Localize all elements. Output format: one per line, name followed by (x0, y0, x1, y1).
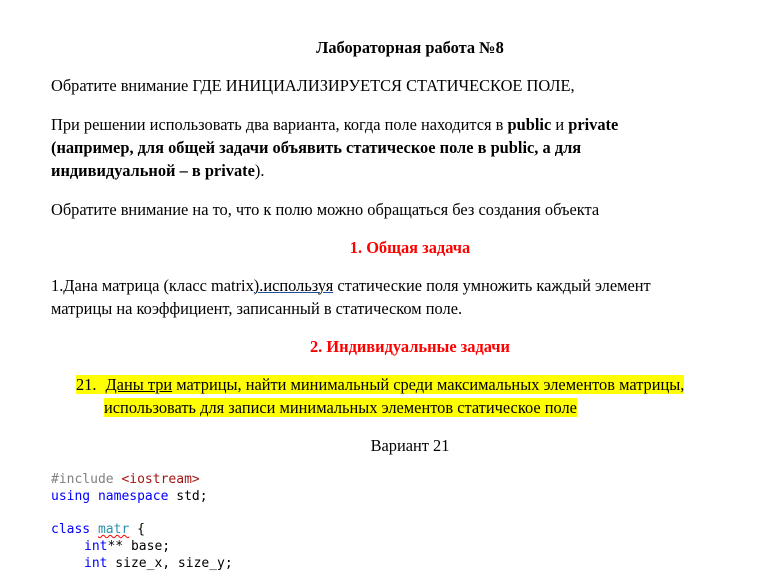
paragraph-variants-line1 (51, 113, 618, 136)
underlined-text: Даны три (105, 375, 173, 394)
public-keyword: public (507, 115, 552, 134)
code-token: int (84, 556, 108, 571)
note-access-without-object: Обратите внимание на то, что к полю можно обращаться без создания объекта (51, 200, 600, 219)
code-token: using (51, 489, 91, 504)
code-token: <iostream> (121, 472, 200, 487)
text: индивидуальной – в private (51, 161, 255, 180)
text (97, 375, 685, 394)
text: ). (254, 161, 265, 180)
variant-label: Вариант 21 (370, 436, 450, 455)
paragraph-variants-line3 (51, 159, 264, 182)
code-line-size (84, 556, 233, 573)
text: матрицы, найти минимальный среди максимальных элементов матрицы, (172, 375, 685, 394)
task-number: 21. (76, 375, 97, 394)
code-token: namespace (97, 489, 169, 504)
note-static-field: Обратите внимание ГДЕ ИНИЦИАЛИЗИРУЕТСЯ СТАТИЧЕСКОЕ ПОЛЕ, (51, 76, 575, 95)
text: статические поля умножить каждый элемент (333, 276, 651, 295)
task1-line1 (51, 274, 651, 297)
document-title: Лабораторная работа №8 (316, 38, 504, 57)
code-line-include (51, 472, 200, 489)
code-token: ** base; (107, 539, 171, 554)
code-line-base (84, 539, 170, 556)
code-line-using (51, 489, 208, 506)
text: При решении использовать два варианта, когда поле находится в (51, 115, 508, 134)
code-token: { (129, 522, 145, 537)
code-token: #include (51, 472, 114, 487)
private-keyword: private (568, 115, 619, 134)
code-token: class (51, 522, 91, 537)
text: использовать для записи минимальных элементов статическое поле (104, 398, 577, 417)
code-token: std; (168, 489, 208, 504)
code-line-class (51, 522, 145, 539)
task21-line1 (76, 373, 684, 396)
section-heading-individual: 2. Индивидуальные задачи (309, 337, 510, 356)
section-heading-general: 1. Общая задача (349, 238, 471, 257)
task21-line2 (104, 396, 577, 419)
text: 1.Дана матрица (класс matrix (51, 276, 254, 295)
task1-line2: матрицы на коэффициент, записанный в статическом поле. (51, 299, 463, 318)
text: и (551, 115, 569, 134)
code-token: int (84, 539, 108, 554)
code-token: matr (97, 522, 130, 537)
paragraph-variants-line2: (например, для общей задачи объявить статическое поле в public, а для (51, 138, 582, 157)
code-token: size_x, size_y; (107, 556, 233, 571)
underlined-text: ).используя (253, 276, 334, 295)
